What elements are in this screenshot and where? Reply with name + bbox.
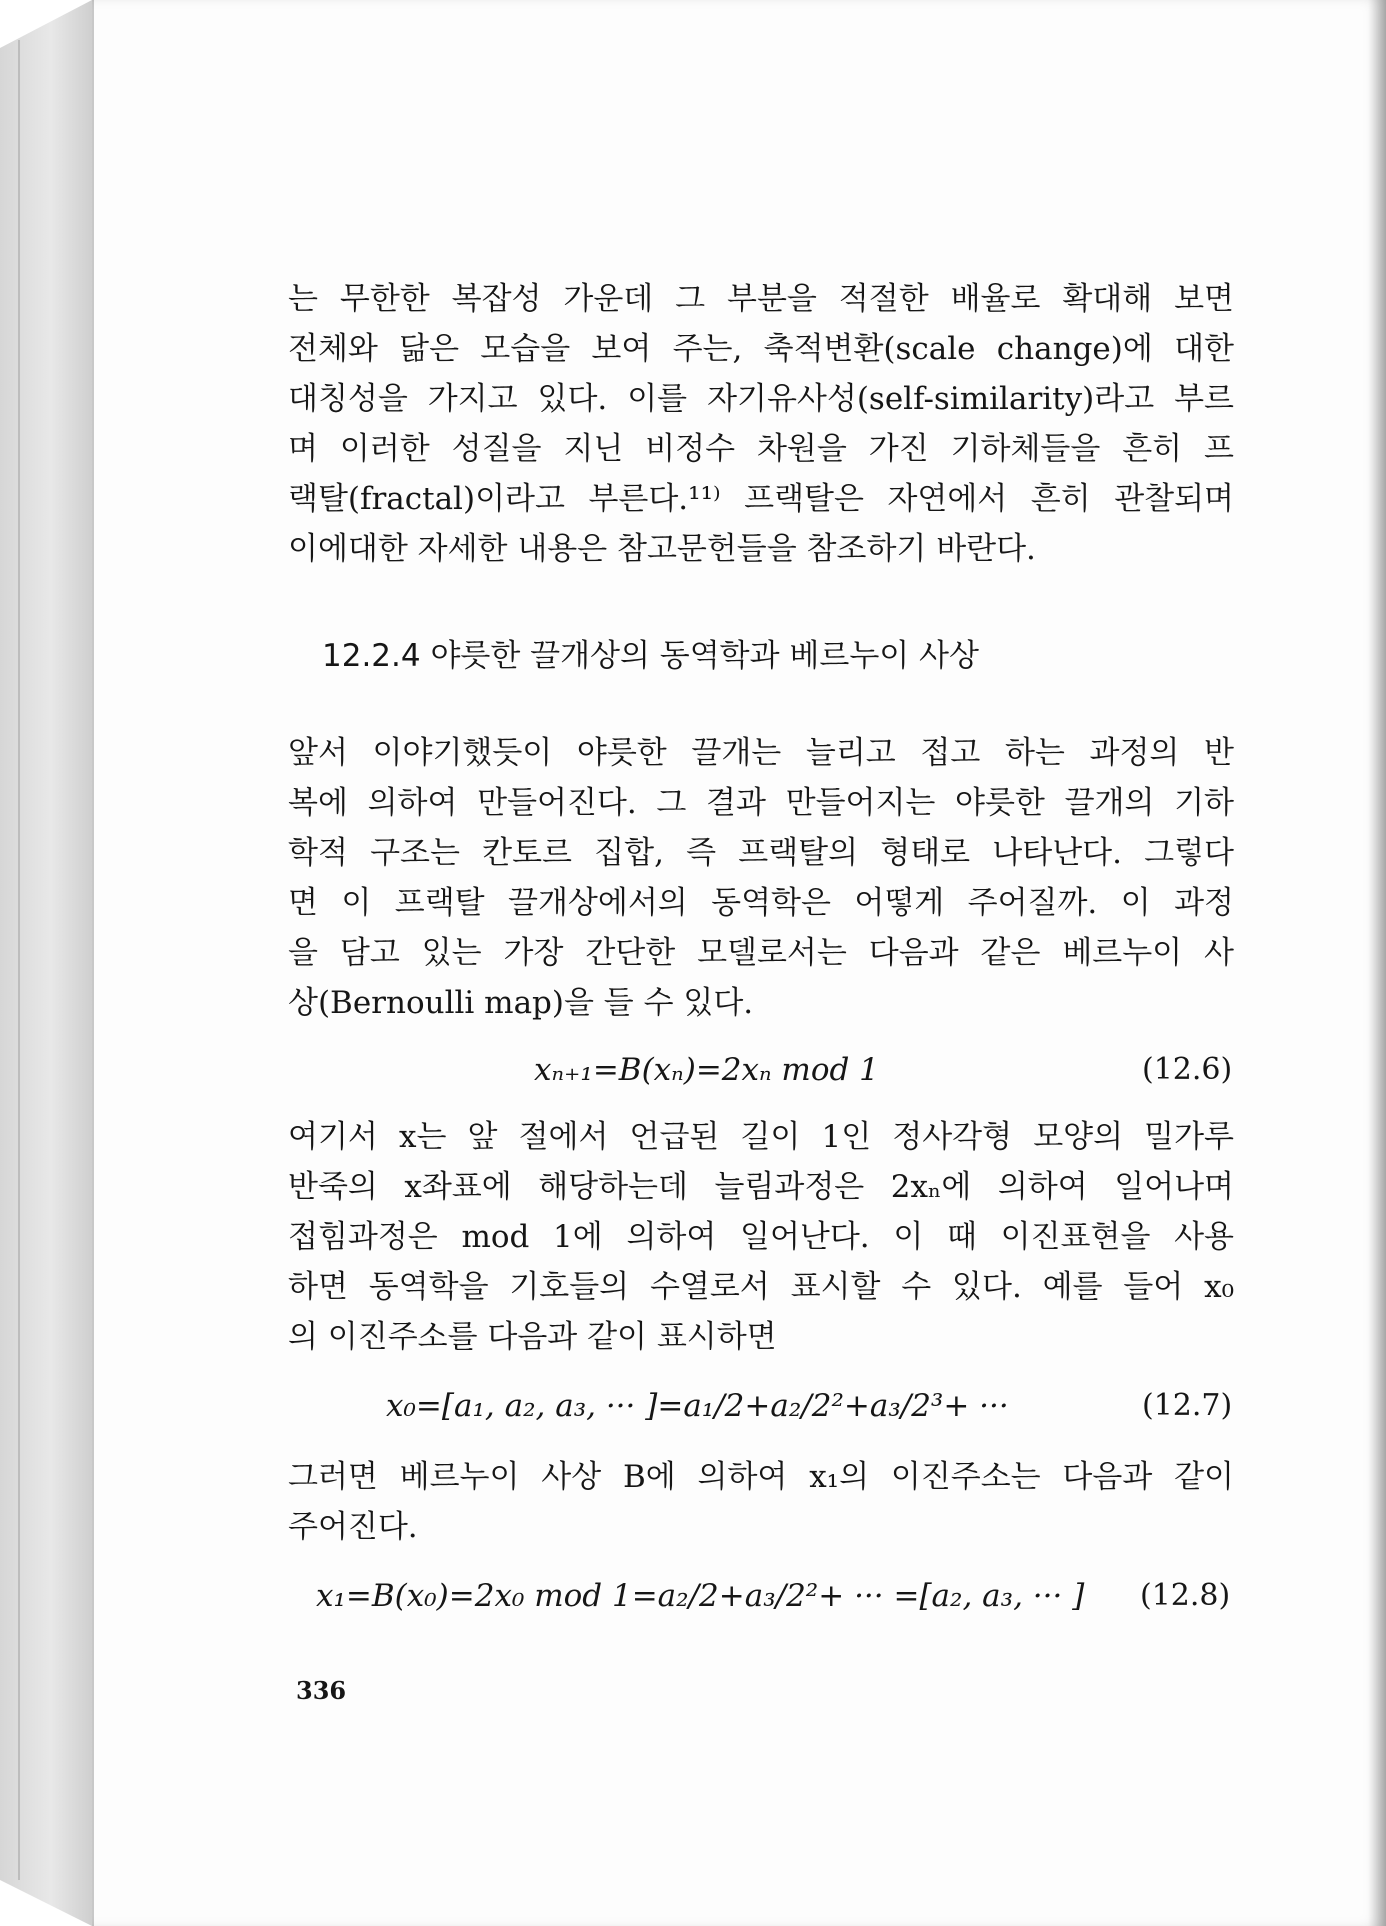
equation-number-12-8: (12.8) [1140,1578,1231,1613]
text-line: 상(Bernoulli map)을 들 수 있다. [288,985,754,1021]
text-line: 면 이 프랙탈 끌개상에서의 동역학은 어떻게 주어질까. 이 과정 [288,885,1234,921]
text-line: 의 이진주소를 다음과 같이 표시하면 [288,1319,777,1355]
text-line: 대칭성을 가지고 있다. 이를 자기유사성(self-similarity)라고 부르 [288,381,1234,417]
paragraph-bernoulli-intro [288,728,1234,1028]
text-line: 반죽의 x좌표에 해당하는데 늘림과정은 2xₙ에 의하여 일어나며 [288,1169,1234,1205]
paragraph-binary-address [288,1112,1234,1362]
text-line: 여기서 x는 앞 절에서 언급된 길이 1인 정사각형 모양의 밀가루 [288,1119,1234,1155]
text-line: 이에대한 자세한 내용은 참고문헌들을 참조하기 바란다. [288,531,1036,567]
text-line: 는 무한한 복잡성 가운데 그 부분을 적절한 배율로 확대해 보면 [288,281,1234,317]
section-heading: 12.2.4 야릇한 끌개상의 동역학과 베르누이 사상 [322,638,979,674]
equation-number-12-7: (12.7) [1142,1388,1233,1423]
text-line: 며 이러한 성질을 지닌 비정수 차원을 가진 기하체들을 흔히 프 [288,431,1234,467]
text-line: 앞서 이야기했듯이 야릇한 끌개는 늘리고 접고 하는 과정의 반 [288,735,1234,771]
text-line: 그러면 베르누이 사상 B에 의하여 x₁의 이진주소는 다음과 같이 [288,1459,1234,1495]
text-line: 하면 동역학을 기호들의 수열로서 표시할 수 있다. 예를 들어 x₀ [288,1269,1234,1305]
equation-12-7: x₀=[a₁, a₂, a₃, ··· ]=a₁/2+a₂/2²+a₃/2³+ ··· [386,1388,1009,1424]
text-line: 전체와 닮은 모습을 보여 주는, 축적변환(scale change)에 대한 [288,331,1234,367]
equation-12-6: xₙ₊₁=B(xₙ)=2xₙ mod 1 [534,1052,879,1088]
spine-edge-line [18,40,20,1880]
text-line: 복에 의하여 만들어진다. 그 결과 만들어지는 야릇한 끌개의 기하 [288,785,1234,821]
page-number: 336 [296,1676,347,1705]
paragraph-shift-map [288,1452,1234,1552]
text-line: 랙탈(fractal)이라고 부른다.¹¹⁾ 프랙탈은 자연에서 흔히 관찰되며 [288,481,1234,517]
equation-number-12-6: (12.6) [1142,1052,1233,1087]
book-spine [0,0,92,1926]
equation-12-8: x₁=B(x₀)=2x₀ mod 1=a₂/2+a₃/2²+ ··· =[a₂, a₃, ··· ] [316,1578,1085,1614]
text-line: 접힘과정은 mod 1에 의하여 일어난다. 이 때 이진표현을 사용 [288,1219,1234,1255]
paragraph-fractal [288,274,1234,574]
page-right-shadow [1368,0,1386,1926]
text-line: 을 담고 있는 가장 간단한 모델로서는 다음과 같은 베르누이 사 [288,935,1234,971]
text-line: 주어진다. [288,1509,418,1545]
text-line: 학적 구조는 칸토르 집합, 즉 프랙탈의 형태로 나타난다. 그렇다 [288,835,1234,871]
